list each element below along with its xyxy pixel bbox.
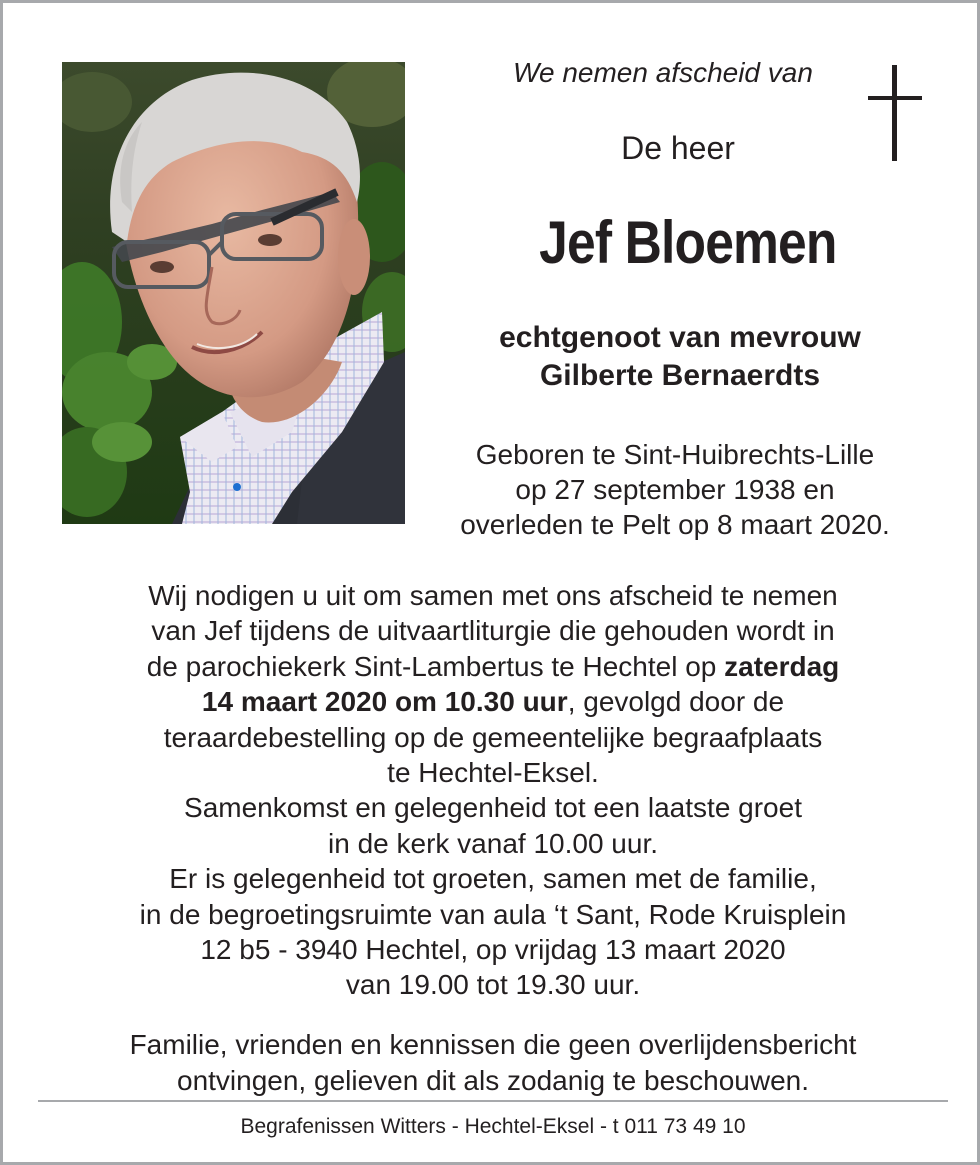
portrait-photo [62, 62, 405, 524]
birth-death-info [433, 437, 917, 542]
birth-line-2: op 27 september 1938 en [515, 474, 835, 505]
spouse-line-1: echtgenoot van mevrouw [499, 321, 861, 354]
invitation-line-12: van 19.00 tot 19.30 uur. [345, 969, 641, 1001]
invitation-line-7: Samenkomst en gelegenheid tot een laatste groet [184, 792, 802, 824]
invitation-line-6: te Hechtel-Eksel. [387, 757, 599, 789]
invitation-line-10: in de begroetingsruimte van aula ‘t Sant, Rode Kruisplein [139, 898, 847, 930]
funeral-home-footer: Begrafenissen Witters - Hechtel-Eksel - t 011 73 49 10 [240, 1115, 746, 1138]
cross-horizontal-bar [868, 96, 922, 100]
invitation-line-3: de parochiekerk Sint-Lambertus te Hechtel op [146, 650, 725, 682]
honorific: De heer [621, 130, 735, 166]
invitation-day: zaterdag [724, 650, 840, 682]
birth-line-3: overleden te Pelt op 8 maart 2020. [460, 509, 890, 540]
invitation-date-time: 14 maart 2020 om 10.30 uur [201, 686, 568, 718]
footer-divider [38, 1100, 948, 1102]
invitation-line-1: Wij nodigen u uit om samen met ons afscheid te nemen [148, 580, 838, 611]
invitation-line-9: Er is gelegenheid tot groeten, samen met de familie, [169, 863, 817, 895]
notice-text [43, 1027, 943, 1098]
invitation-line-5: teraardebestelling op de gemeentelijke begraafplaats [163, 721, 823, 753]
invitation-line-8: in de kerk vanaf 10.00 uur. [328, 827, 658, 859]
intro-text: We nemen afscheid van [513, 57, 813, 88]
birth-line-1: Geboren te Sint-Huibrechts-Lille [475, 439, 875, 470]
invitation-line-4: , gevolgd door de [567, 686, 785, 718]
spouse-line-2: Gilberte Bernaerdts [539, 359, 821, 392]
notice-line-1: Familie, vrienden en kennissen die geen overlijdensbericht [129, 1029, 857, 1060]
deceased-name: Jef Bloemen [539, 209, 837, 276]
notice-line-2: ontvingen, gelieven dit als zodanig te beschouwen. [177, 1064, 809, 1096]
invitation-line-11: 12 b5 - 3940 Hechtel, op vrijdag 13 maart 2020 [200, 934, 786, 966]
funeral-invitation [43, 578, 943, 1003]
spouse-info [433, 319, 927, 395]
portrait-illustration [62, 62, 405, 524]
invitation-line-2: van Jef tijdens de uitvaartliturgie die gehouden wordt in [151, 615, 835, 647]
